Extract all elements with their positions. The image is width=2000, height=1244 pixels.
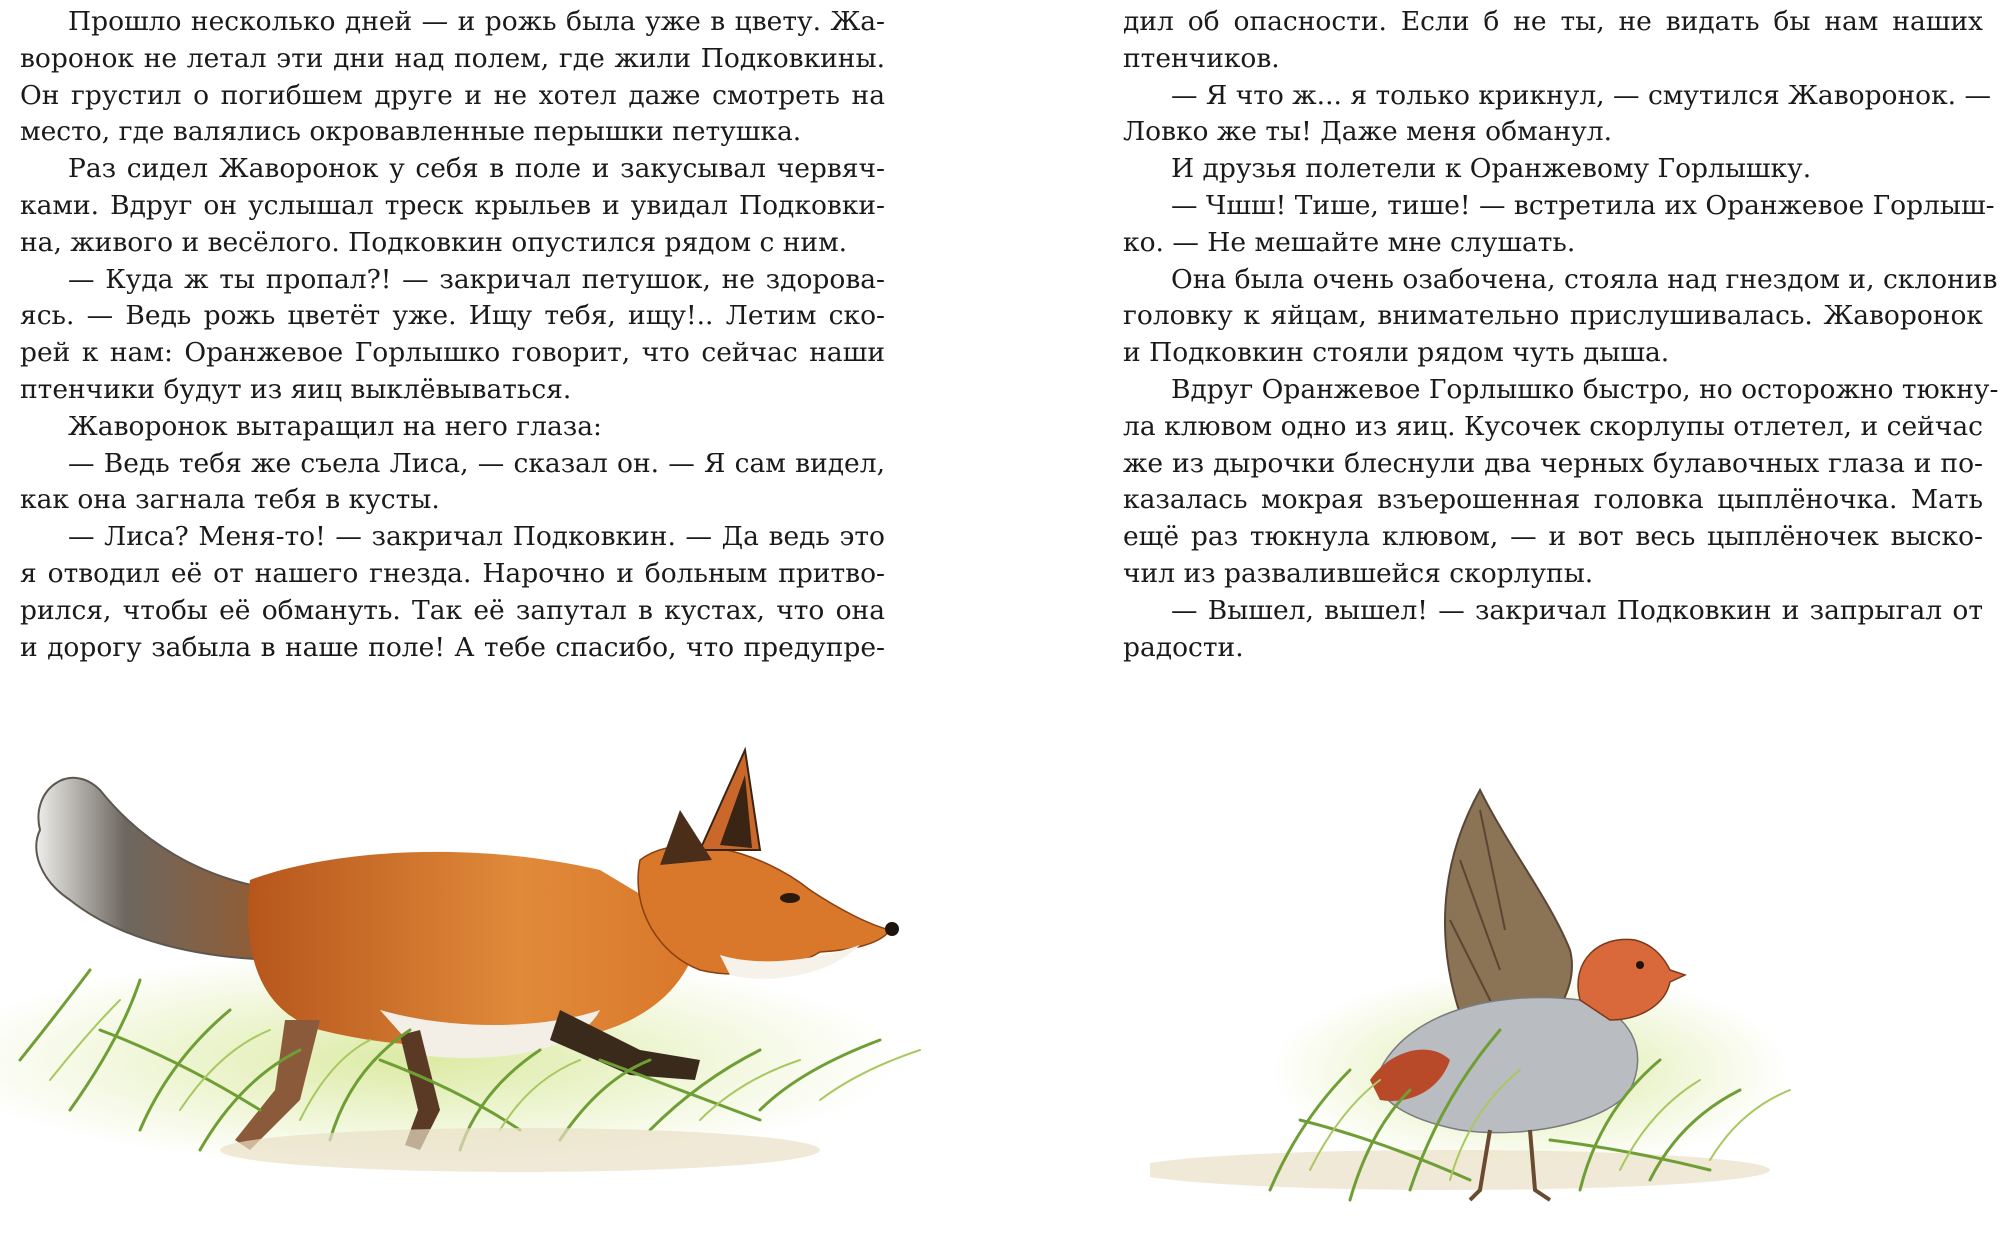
text-line: — Куда ж ты пропал?! — закричал петушок, не здорова- <box>68 263 885 295</box>
text-line: же из дырочки блеснули два черных булавочных глаза и по- <box>1123 447 1983 479</box>
text-line: я отводил её от нашего гнезда. Нарочно и больным притво- <box>20 557 885 589</box>
text-line: Он грустил о погибшем друге и не хотел даже смотреть на <box>20 79 885 111</box>
text-line: рился, чтобы её обмануть. Так её запутал в кустах, что она <box>20 594 885 626</box>
left-text-column <box>20 4 885 666</box>
fox-illustration <box>0 730 1000 1190</box>
text-line: птенчики будут из яиц выклёвываться. <box>20 373 572 405</box>
partridge-illustration <box>1150 770 2000 1230</box>
text-line: ко. — Не мешайте мне слушать. <box>1123 226 1576 258</box>
text-line: Прошло несколько дней — и рожь была уже в цвету. Жа- <box>68 6 885 37</box>
text-line: чил из развалившейся скорлупы. <box>1123 557 1594 589</box>
text-line: место, где валялись окровавленные перышки петушка. <box>20 116 802 148</box>
partridge-icon <box>1150 770 2000 1230</box>
text-line: — Я что ж... я только крикнул, — смутился Жаворонок. — <box>1171 79 1992 111</box>
text-line: дил об опасности. Если б не ты, не видать бы нам наших <box>1123 6 1983 37</box>
text-line: ясь. — Ведь рожь цветёт уже. Ищу тебя, ищу!.. Летим ско- <box>20 300 885 332</box>
text-line: Она была очень озабочена, стояла над гнездом и, склонив <box>1171 263 1998 295</box>
text-line: птенчиков. <box>1123 42 1280 74</box>
text-line: радости. <box>1123 631 1244 663</box>
text-line: на, живого и весёлого. Подковкин опустился рядом с ним. <box>20 226 848 258</box>
text-line: Раз сидел Жаворонок у себя в поле и закусывал червяч- <box>68 153 885 185</box>
text-line: И друзья полетели к Оранжевому Горлышку. <box>1171 153 1812 185</box>
text-line: Жаворонок вытаращил на него глаза: <box>68 410 602 442</box>
text-line: Ловко же ты! Даже меня обманул. <box>1123 116 1612 148</box>
text-line: ла клювом одно из яиц. Кусочек скорлупы отлетел, и сейчас <box>1123 410 1983 442</box>
text-line: и дорогу забыла в наше поле! А тебе спасибо, что предупре- <box>20 631 885 663</box>
text-line: — Чшш! Тише, тише! — встретила их Оранжевое Горлыш- <box>1171 189 1995 221</box>
text-line: ещё раз тюкнула клювом, — и вот весь цыплёночек выско- <box>1123 521 1983 553</box>
fox-icon <box>0 730 1000 1190</box>
text-line: — Лиса? Меня-то! — закричал Подковкин. — Да ведь это <box>68 521 885 553</box>
text-line: Вдруг Оранжевое Горлышко быстро, но осторожно тюкну- <box>1171 373 1999 405</box>
text-line: — Ведь тебя же съела Лиса, — сказал он. — Я сам видел, <box>68 447 885 479</box>
text-line: как она загнала тебя в кусты. <box>20 484 440 516</box>
text-line: казалась мокрая взъерошенная головка цыплёночка. Мать <box>1123 484 1983 516</box>
text-line: головку к яйцам, внимательно прислушивалась. Жаворонок <box>1123 300 1983 332</box>
text-line: и Подковкин стояли рядом чуть дыша. <box>1123 337 1670 369</box>
right-text-column <box>1123 4 1999 666</box>
text-line: — Вышел, вышел! — закричал Подковкин и запрыгал от <box>1171 594 1983 626</box>
text-line: рей к нам: Оранжевое Горлышко говорит, что сейчас наши <box>20 337 885 369</box>
text-line: воронок не летал эти дни над полем, где жили Подковкины. <box>20 42 885 74</box>
text-line: ками. Вдруг он услышал треск крыльев и увидал Подковки- <box>20 189 885 221</box>
